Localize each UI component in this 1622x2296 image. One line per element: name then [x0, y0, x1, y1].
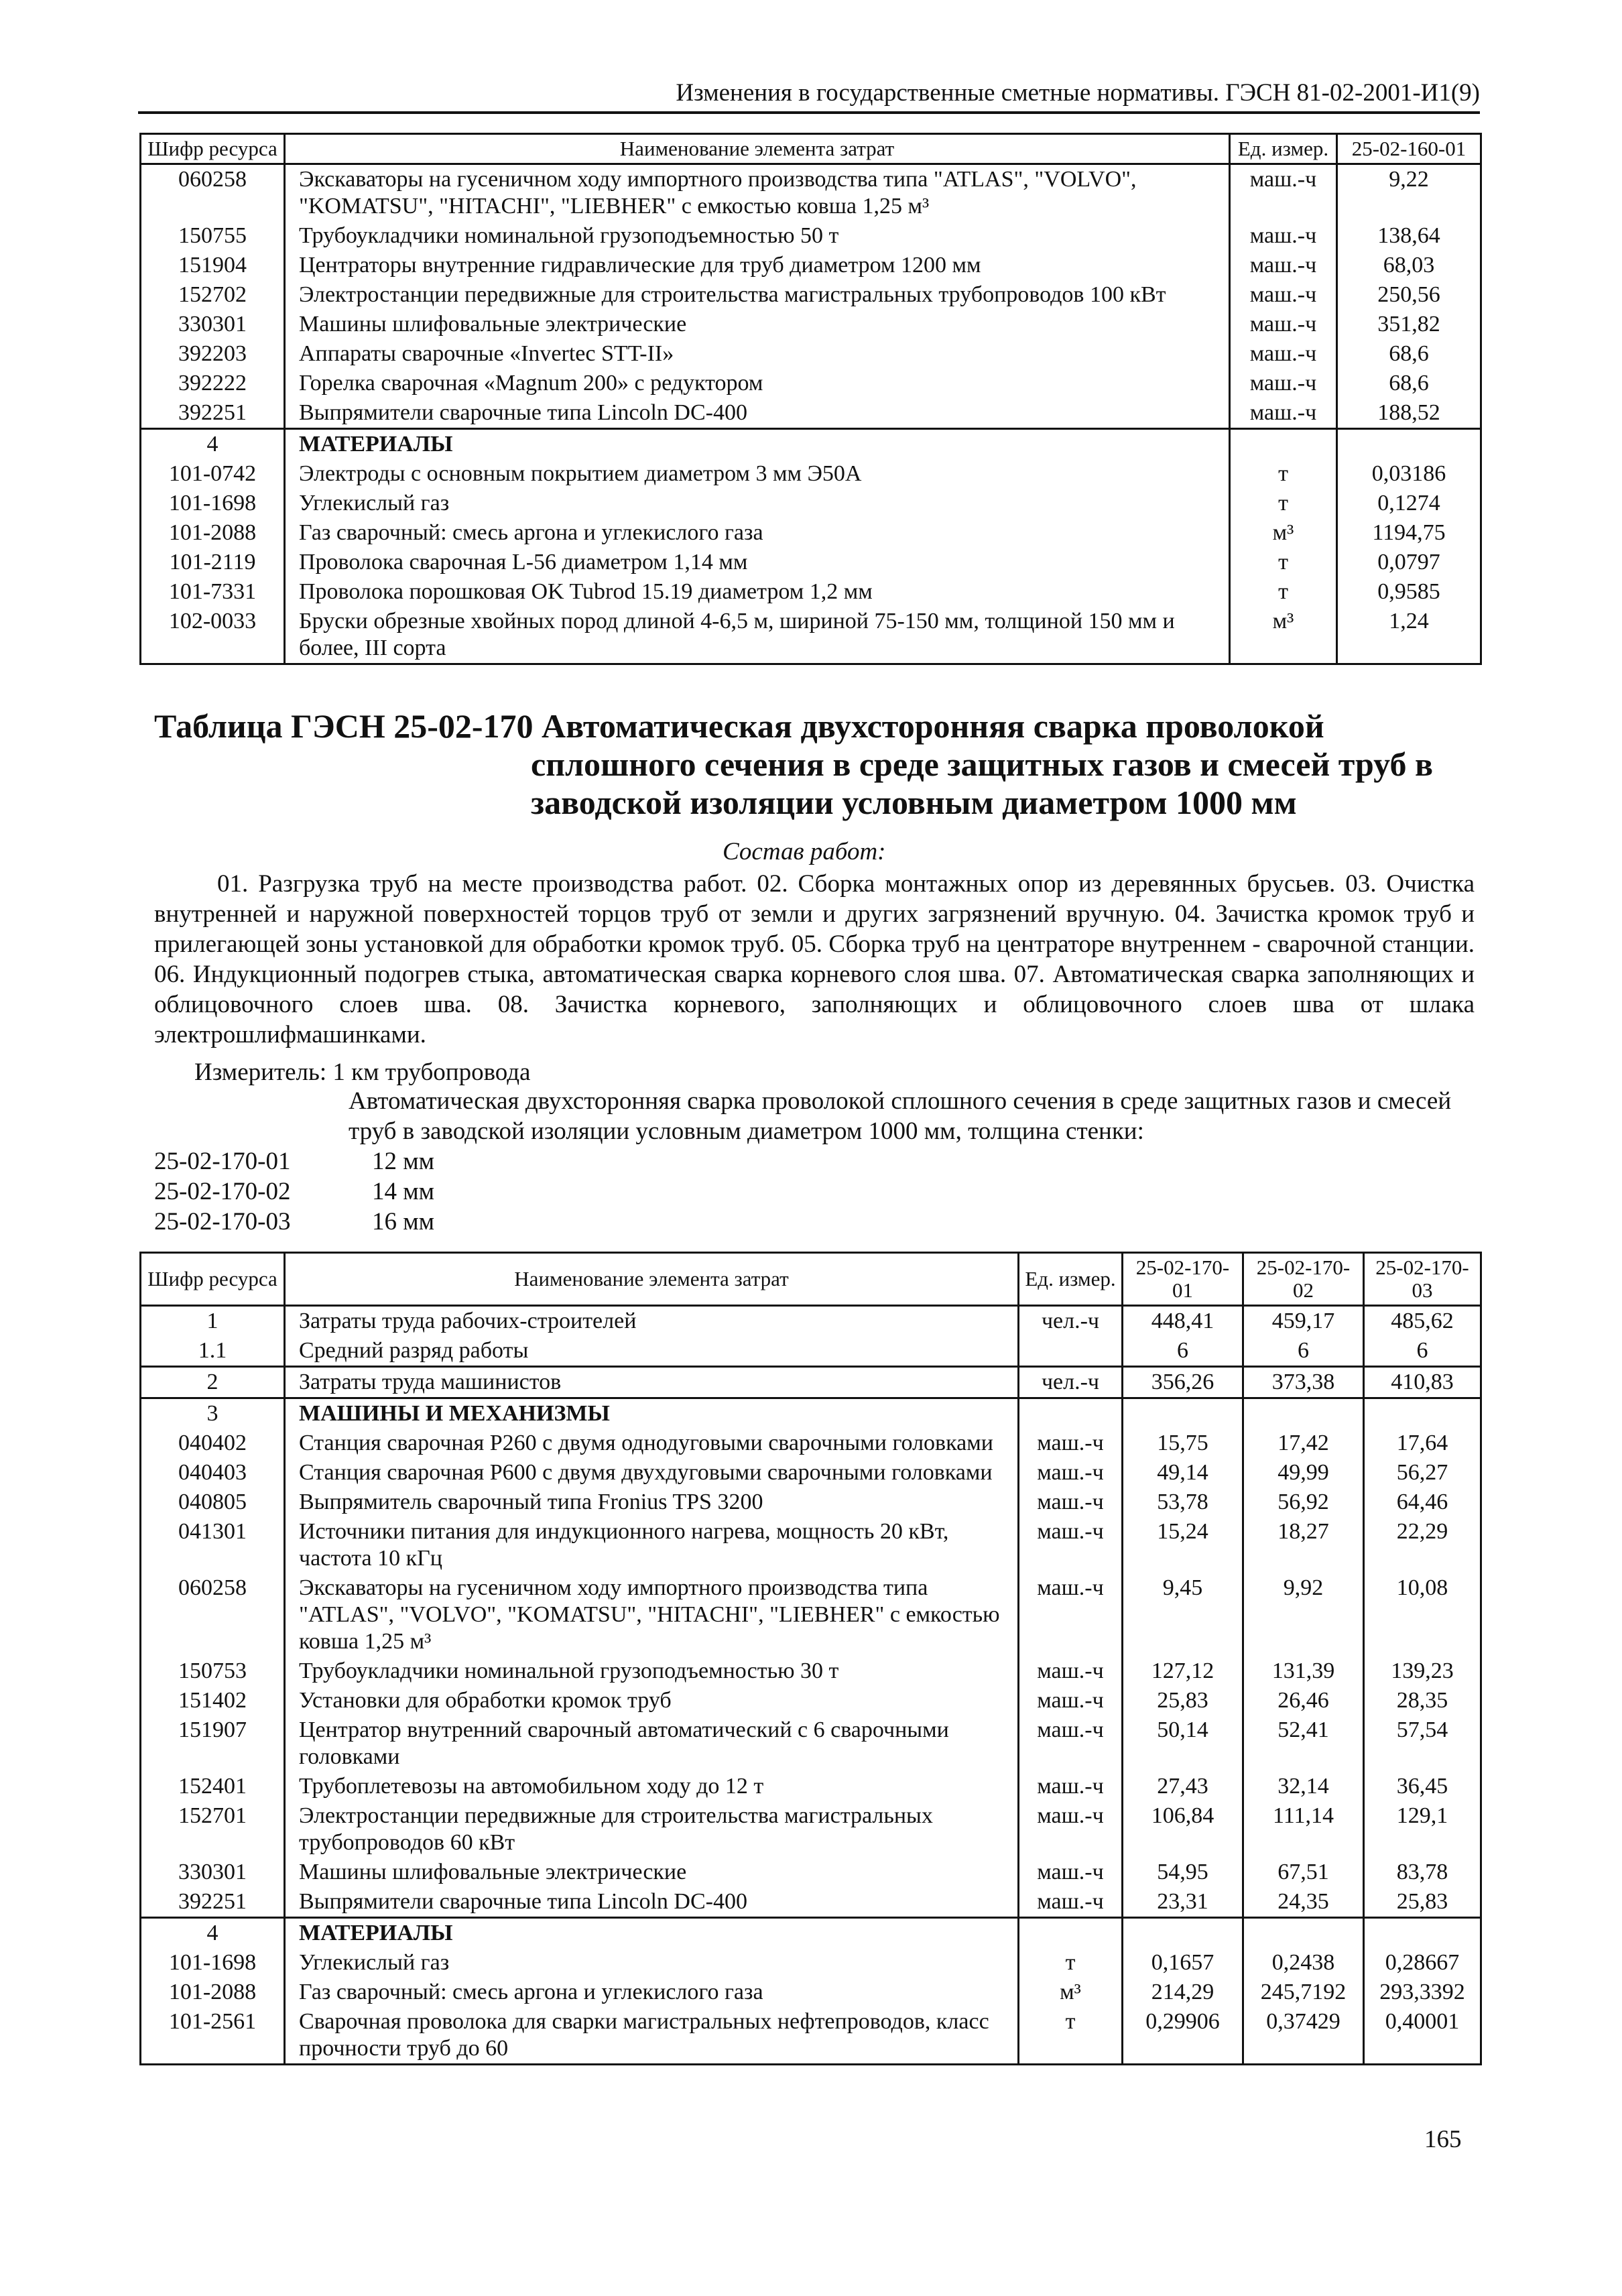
norm-value: 6: [1364, 1336, 1481, 1367]
resource-code: 392251: [141, 398, 285, 429]
unit-cell: маш.-ч: [1019, 1887, 1123, 1918]
resource-name: Бруски обрезные хвойных пород длиной 4-6,5 м, шириной 75-150 мм, толщиной 150 мм и более, III сорта: [285, 607, 1230, 664]
norm-value: 0,1274: [1337, 489, 1481, 518]
table-row: [141, 398, 1481, 429]
norm-value: [1364, 1398, 1481, 1429]
unit-cell: т: [1019, 2007, 1123, 2065]
table-row: [141, 339, 1481, 369]
resource-name: Центратор внутренний сварочный автоматический с 6 сварочными головками: [285, 1715, 1019, 1772]
table-row: [141, 310, 1481, 339]
resource-name: Экскаваторы на гусеничном ходу импортного производства типа "ATLAS", "VOLVO", "KOMATSU", "HITACHI", "LIEBHER" с емкостью ковша 1,25 м³: [285, 164, 1230, 222]
table-row: [141, 1367, 1481, 1398]
variant-value: 12 мм: [372, 1148, 435, 1175]
norm-value: 49,14: [1123, 1458, 1243, 1488]
resource-code: 151904: [141, 251, 285, 280]
header-name: Наименование элемента затрат: [285, 1253, 1019, 1306]
norm-value: 214,29: [1123, 1978, 1243, 2007]
resource-name: Трубоукладчики номинальной грузоподъемностью 30 т: [285, 1656, 1019, 1686]
table-row: [141, 1488, 1481, 1517]
norm-value: 250,56: [1337, 280, 1481, 310]
table-row: [141, 221, 1481, 251]
unit-cell: маш.-ч: [1019, 1573, 1123, 1656]
norm-value: 0,03186: [1337, 459, 1481, 489]
resource-name: Электроды с основным покрытием диаметром 3 мм Э50А: [285, 459, 1230, 489]
table-row: [141, 1715, 1481, 1772]
resource-code: 040402: [141, 1429, 285, 1458]
unit-cell: маш.-ч: [1019, 1801, 1123, 1858]
resource-code: 1: [141, 1306, 285, 1337]
norm-value: 459,17: [1243, 1306, 1364, 1337]
unit-cell: т: [1019, 1948, 1123, 1978]
table-row: [141, 1336, 1481, 1367]
norm-value: 245,7192: [1243, 1978, 1364, 2007]
norm-value: 410,83: [1364, 1367, 1481, 1398]
resource-code: 101-0742: [141, 459, 285, 489]
table-row: [141, 280, 1481, 310]
norm-value: 18,27: [1243, 1517, 1364, 1573]
norm-value: 24,35: [1243, 1887, 1364, 1918]
resource-table-25-02-170: [139, 1252, 1482, 2065]
resource-name: Углекислый газ: [285, 1948, 1019, 1978]
norm-value: 0,40001: [1364, 2007, 1481, 2065]
resource-name: Аппараты сварочные «Invertec STT-II»: [285, 339, 1230, 369]
unit-cell: м³: [1019, 1978, 1123, 2007]
resource-name: Выпрямители сварочные типа Lincoln DC-400: [285, 398, 1230, 429]
resource-code: 040805: [141, 1488, 285, 1517]
norm-value: 10,08: [1364, 1573, 1481, 1656]
unit-cell: т: [1230, 548, 1337, 577]
norm-value: 32,14: [1243, 1772, 1364, 1801]
norm-value: 23,31: [1123, 1887, 1243, 1918]
resource-code: 101-1698: [141, 489, 285, 518]
resource-code: 060258: [141, 164, 285, 222]
resource-name: Газ сварочный: смесь аргона и углекислого газа: [285, 518, 1230, 548]
resource-code: 040403: [141, 1458, 285, 1488]
norm-value: 54,95: [1123, 1858, 1243, 1887]
page-header: Изменения в государственные сметные нормативы. ГЭСН 81-02-2001-И1(9): [138, 75, 1480, 114]
table-header-row: [141, 134, 1481, 164]
resource-name: Трубоукладчики номинальной грузоподъемностью 50 т: [285, 221, 1230, 251]
norm-value: [1123, 1398, 1243, 1429]
norm-value: 129,1: [1364, 1801, 1481, 1858]
resource-name: Машины шлифовальные электрические: [285, 1858, 1019, 1887]
norm-value: 139,23: [1364, 1656, 1481, 1686]
norm-value: 68,03: [1337, 251, 1481, 280]
resource-name: Газ сварочный: смесь аргона и углекислого газа: [285, 1978, 1019, 2007]
norm-value: 57,54: [1364, 1715, 1481, 1772]
resource-code: 101-2119: [141, 548, 285, 577]
resource-code: 330301: [141, 310, 285, 339]
variant-code: 25-02-170-03: [154, 1208, 291, 1235]
resource-name: Экскаваторы на гусеничном ходу импортного производства типа "ATLAS", "VOLVO", "KOMATSU", "HITACHI", "LIEBHER" с емкостью ковша 1,25 м³: [285, 1573, 1019, 1656]
table-header-row: [141, 1253, 1481, 1306]
norm-value: 56,27: [1364, 1458, 1481, 1488]
unit-cell: т: [1230, 577, 1337, 607]
norm-value: 485,62: [1364, 1306, 1481, 1337]
resource-code: 392251: [141, 1887, 285, 1918]
unit-cell: маш.-ч: [1230, 221, 1337, 251]
unit-cell: маш.-ч: [1019, 1772, 1123, 1801]
resource-code: 4: [141, 429, 285, 460]
norm-value: 83,78: [1364, 1858, 1481, 1887]
norm-value: 0,29906: [1123, 2007, 1243, 2065]
norm-value: 9,92: [1243, 1573, 1364, 1656]
norm-value: 25,83: [1123, 1686, 1243, 1715]
header-code: Шифр ресурса: [141, 1253, 285, 1306]
norm-value: 111,14: [1243, 1801, 1364, 1858]
work-composition-label: Состав работ:: [723, 838, 886, 865]
table-row: [141, 1801, 1481, 1858]
unit-cell: т: [1230, 459, 1337, 489]
norm-value: 50,14: [1123, 1715, 1243, 1772]
resource-name: Углекислый газ: [285, 489, 1230, 518]
norm-value: 22,29: [1364, 1517, 1481, 1573]
header-unit: Ед. измер.: [1019, 1253, 1123, 1306]
table-row: [141, 459, 1481, 489]
table-row: [141, 1458, 1481, 1488]
unit-cell: чел.-ч: [1019, 1306, 1123, 1337]
header-norm-170-03: 25-02-170-03: [1364, 1253, 1481, 1306]
unit-cell: маш.-ч: [1230, 164, 1337, 222]
norm-value: 0,9585: [1337, 577, 1481, 607]
resource-code: 101-2088: [141, 1978, 285, 2007]
norm-value: 293,3392: [1364, 1978, 1481, 2007]
resource-name: Горелка сварочная «Magnum 200» с редуктором: [285, 369, 1230, 398]
resource-name: Станция сварочная P600 с двумя двухдуговыми сварочными головками: [285, 1458, 1019, 1488]
resource-code: 041301: [141, 1517, 285, 1573]
norm-value: 6: [1243, 1336, 1364, 1367]
resource-code: 151907: [141, 1715, 285, 1772]
resource-name: Станция сварочная P260 с двумя однодуговыми сварочными головками: [285, 1429, 1019, 1458]
norm-value: 1194,75: [1337, 518, 1481, 548]
unit-cell: маш.-ч: [1230, 369, 1337, 398]
resource-name: Проволока сварочная L-56 диаметром 1,14 мм: [285, 548, 1230, 577]
table-row: [141, 1573, 1481, 1656]
norm-value: [1337, 429, 1481, 460]
table-row: [141, 1517, 1481, 1573]
norm-value: [1123, 1918, 1243, 1949]
resource-code: 392222: [141, 369, 285, 398]
resource-code: 330301: [141, 1858, 285, 1887]
resource-code: 151402: [141, 1686, 285, 1715]
norm-value: [1243, 1398, 1364, 1429]
norm-value: 28,35: [1364, 1686, 1481, 1715]
variant-code: 25-02-170-01: [154, 1148, 291, 1175]
table-row: [141, 1887, 1481, 1918]
header-code: Шифр ресурса: [141, 134, 285, 164]
unit-cell: маш.-ч: [1019, 1715, 1123, 1772]
norm-value: 0,37429: [1243, 2007, 1364, 2065]
table-row: [141, 1656, 1481, 1686]
norm-value: 67,51: [1243, 1858, 1364, 1887]
norm-value: 127,12: [1123, 1656, 1243, 1686]
resource-name: Сварочная проволока для сварки магистральных нефтепроводов, класс прочности труб до 60: [285, 2007, 1019, 2065]
norm-value: [1364, 1918, 1481, 1949]
unit-cell: маш.-ч: [1019, 1858, 1123, 1887]
variant-value: 16 мм: [372, 1208, 435, 1235]
work-composition-text: 01. Разгрузка труб на месте производства работ. 02. Сборка монтажных опор из деревянных брусьев. 03. Очистка внутренней и наружной поверхностей торцов труб от земли и других загрязнений вручную. 04. Зачистка кромок труб и прилегающей зоны установкой для обработки кромок труб. 05. Сборка труб на центраторе внутреннем - сварочной станции. 06. Индукционный подогрев стыка, автоматическая сварка корневого слоя шва. 07. Автоматическая сварка заполняющих и облицовочного слоев шва. 08. Зачистка корневого, заполняющих и облицовочного слоев шва от шлака электрошлифмашинками.: [154, 870, 1475, 1048]
resource-name: Проволока порошковая OK Tubrod 15.19 диаметром 1,2 мм: [285, 577, 1230, 607]
resource-code: 150753: [141, 1656, 285, 1686]
unit-cell: маш.-ч: [1019, 1517, 1123, 1573]
resource-code: 101-1698: [141, 1948, 285, 1978]
table-row: [141, 1978, 1481, 2007]
unit-cell: [1230, 429, 1337, 460]
table-row: [141, 1772, 1481, 1801]
norm-value: 138,64: [1337, 221, 1481, 251]
page-number: 165: [1424, 2126, 1462, 2153]
unit-cell: м³: [1230, 518, 1337, 548]
norm-value: 27,43: [1123, 1772, 1243, 1801]
table-title-line3: заводской изоляции условным диаметром 1000 мм: [531, 784, 1297, 821]
resource-code: 3: [141, 1398, 285, 1429]
norm-value: 68,6: [1337, 369, 1481, 398]
norm-value: 36,45: [1364, 1772, 1481, 1801]
norm-value: 52,41: [1243, 1715, 1364, 1772]
unit-cell: м³: [1230, 607, 1337, 664]
norm-value: 0,28667: [1364, 1948, 1481, 1978]
table-row: [141, 2007, 1481, 2065]
unit-cell: маш.-ч: [1230, 310, 1337, 339]
norm-value: 9,45: [1123, 1573, 1243, 1656]
norm-value: 351,82: [1337, 310, 1481, 339]
unit-cell: маш.-ч: [1230, 398, 1337, 429]
section-title: МАТЕРИАЛЫ: [285, 1918, 1019, 1949]
resource-code: 2: [141, 1367, 285, 1398]
resource-name: Электростанции передвижные для строительства магистральных трубопроводов 60 кВт: [285, 1801, 1019, 1858]
norm-value: 356,26: [1123, 1367, 1243, 1398]
resource-code: 1.1: [141, 1336, 285, 1367]
table-row: [141, 548, 1481, 577]
table-row: [141, 577, 1481, 607]
unit-cell: [1019, 1918, 1123, 1949]
unit-cell: маш.-ч: [1230, 339, 1337, 369]
section-title: МАТЕРИАЛЫ: [285, 429, 1230, 460]
norm-value: 0,2438: [1243, 1948, 1364, 1978]
unit-cell: чел.-ч: [1019, 1367, 1123, 1398]
norm-value: 25,83: [1364, 1887, 1481, 1918]
unit-cell: маш.-ч: [1019, 1656, 1123, 1686]
norm-description: Автоматическая двухсторонняя сварка проволокой сплошного сечения в среде защитных газов и смесей труб в заводской изоляции условным диаметром 1000 мм, толщина стенки:: [349, 1087, 1452, 1145]
table-row: [141, 1858, 1481, 1887]
unit-cell: маш.-ч: [1230, 280, 1337, 310]
norm-value: 1,24: [1337, 607, 1481, 664]
norm-value: 188,52: [1337, 398, 1481, 429]
norm-value: 9,22: [1337, 164, 1481, 222]
variant-row: [154, 1207, 434, 1236]
unit-cell: маш.-ч: [1019, 1488, 1123, 1517]
table-row: [141, 1306, 1481, 1337]
section-title: МАШИНЫ И МЕХАНИЗМЫ: [285, 1398, 1019, 1429]
variant-row: [154, 1177, 434, 1206]
measurer: Измеритель: 1 км трубопровода: [194, 1059, 531, 1086]
unit-cell: маш.-ч: [1019, 1458, 1123, 1488]
resource-code: 150755: [141, 221, 285, 251]
resource-code: 101-2561: [141, 2007, 285, 2065]
norm-value: 26,46: [1243, 1686, 1364, 1715]
norm-value: 15,24: [1123, 1517, 1243, 1573]
resource-code: 152702: [141, 280, 285, 310]
norm-value: 6: [1123, 1336, 1243, 1367]
variant-value: 14 мм: [372, 1178, 435, 1205]
norm-value: 68,6: [1337, 339, 1481, 369]
table-title: [154, 707, 1495, 822]
table-title-line2: сплошного сечения в среде защитных газов и смесей труб в: [531, 745, 1433, 783]
norm-value: 15,75: [1123, 1429, 1243, 1458]
norm-value: 56,92: [1243, 1488, 1364, 1517]
norm-value: 0,1657: [1123, 1948, 1243, 1978]
section-row: [141, 429, 1481, 460]
norm-value: 17,42: [1243, 1429, 1364, 1458]
table-row: [141, 164, 1481, 222]
table-title-line1: Таблица ГЭСН 25-02-170 Автоматическая двухсторонняя сварка проволокой: [154, 707, 1324, 745]
norm-value: 131,39: [1243, 1656, 1364, 1686]
header-name: Наименование элемента затрат: [285, 134, 1230, 164]
resource-name: Средний разряд работы: [285, 1336, 1019, 1367]
resource-code: 4: [141, 1918, 285, 1949]
variant-row: [154, 1147, 434, 1176]
norm-value: [1243, 1918, 1364, 1949]
table-row: [141, 518, 1481, 548]
resource-code: 152701: [141, 1801, 285, 1858]
norm-value: 448,41: [1123, 1306, 1243, 1337]
norm-value: 64,46: [1364, 1488, 1481, 1517]
table-row: [141, 1686, 1481, 1715]
norm-value: 49,99: [1243, 1458, 1364, 1488]
resource-code: 060258: [141, 1573, 285, 1656]
norm-value: 0,0797: [1337, 548, 1481, 577]
resource-name: Центраторы внутренние гидравлические для труб диаметром 1200 мм: [285, 251, 1230, 280]
header-norm-170-02: 25-02-170-02: [1243, 1253, 1364, 1306]
resource-name: Затраты труда машинистов: [285, 1367, 1019, 1398]
unit-cell: [1019, 1398, 1123, 1429]
header-norm-170-01: 25-02-170-01: [1123, 1253, 1243, 1306]
table-row: [141, 607, 1481, 664]
unit-cell: маш.-ч: [1019, 1429, 1123, 1458]
resource-name: Источники питания для индукционного нагрева, мощность 20 кВт, частота 10 кГц: [285, 1517, 1019, 1573]
resource-code: 392203: [141, 339, 285, 369]
resource-table-25-02-160: [139, 133, 1482, 665]
table-row: [141, 251, 1481, 280]
header-unit: Ед. измер.: [1230, 134, 1337, 164]
resource-code: 102-0033: [141, 607, 285, 664]
resource-name: Трубоплетевозы на автомобильном ходу до 12 т: [285, 1772, 1019, 1801]
resource-name: Машины шлифовальные электрические: [285, 310, 1230, 339]
unit-cell: маш.-ч: [1019, 1686, 1123, 1715]
section-row: [141, 1398, 1481, 1429]
table-row: [141, 489, 1481, 518]
resource-code: 101-2088: [141, 518, 285, 548]
resource-name: Затраты труда рабочих-строителей: [285, 1306, 1019, 1337]
unit-cell: [1019, 1336, 1123, 1367]
table-row: [141, 1948, 1481, 1978]
norm-value: 373,38: [1243, 1367, 1364, 1398]
table-row: [141, 1429, 1481, 1458]
section-row: [141, 1918, 1481, 1949]
unit-cell: т: [1230, 489, 1337, 518]
norm-value: 17,64: [1364, 1429, 1481, 1458]
table-row: [141, 369, 1481, 398]
resource-name: Выпрямитель сварочный типа Fronius TPS 3200: [285, 1488, 1019, 1517]
header-norm-160-01: 25-02-160-01: [1337, 134, 1481, 164]
norm-value: 53,78: [1123, 1488, 1243, 1517]
norm-value: 106,84: [1123, 1801, 1243, 1858]
resource-name: Выпрямители сварочные типа Lincoln DC-400: [285, 1887, 1019, 1918]
resource-code: 101-7331: [141, 577, 285, 607]
resource-name: Электростанции передвижные для строительства магистральных трубопроводов 100 кВт: [285, 280, 1230, 310]
variant-code: 25-02-170-02: [154, 1178, 291, 1205]
resource-name: Установки для обработки кромок труб: [285, 1686, 1019, 1715]
resource-code: 152401: [141, 1772, 285, 1801]
unit-cell: маш.-ч: [1230, 251, 1337, 280]
